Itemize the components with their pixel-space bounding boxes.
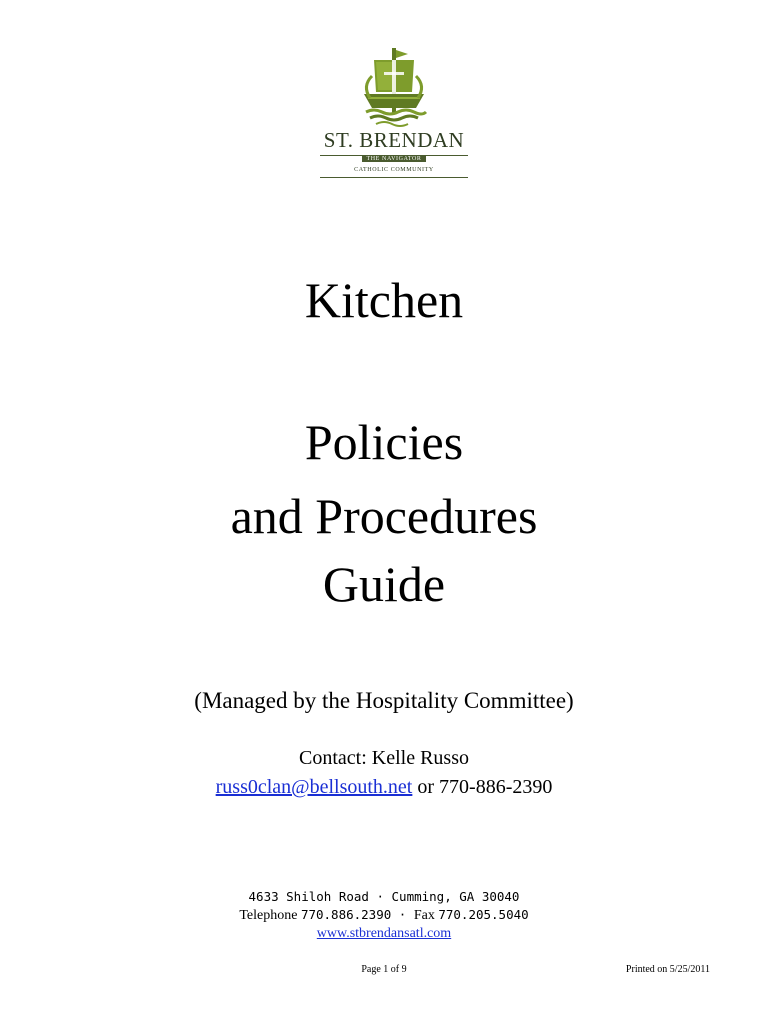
contact-name: Contact: Kelle Russo [299, 747, 469, 769]
contact-connector: or [412, 776, 440, 798]
telephone-fax-line [0, 906, 768, 925]
telephone-value: 770.886.2390 · [300, 907, 414, 922]
street-address: 4633 Shiloh Road · Cumming, GA 30040 [248, 889, 520, 904]
printed-date: Printed on 5/25/2011 [625, 964, 710, 975]
title-line-kitchen: Kitchen [304, 272, 464, 328]
contact-line [0, 773, 768, 801]
logo-tagline: THE NAVIGATOR [314, 156, 474, 162]
managed-by-subtitle: (Managed by the Hospitality Committee) [194, 688, 574, 713]
title-line-procedures: and Procedures [230, 488, 538, 544]
logo-name: ST. BRENDAN [323, 128, 465, 152]
title-line-guide: Guide [322, 556, 446, 612]
website-link[interactable]: www.stbrendansatl.com [316, 926, 452, 941]
logo-underline [314, 176, 474, 180]
website-line [0, 925, 768, 943]
title-line-policies: Policies [304, 414, 464, 470]
st-brendan-logo [314, 46, 474, 182]
fax-label: Fax [413, 908, 439, 923]
telephone-label: Telephone [239, 908, 301, 923]
contact-phone: 770-886-2390 [439, 776, 553, 798]
logo-subtag: CATHOLIC COMMUNITY [354, 167, 434, 173]
fax-value: 770.205.5040 [438, 907, 529, 922]
page-number: Page 1 of 9 [361, 964, 407, 975]
email-link[interactable]: russ0clan@bellsouth.net [215, 776, 413, 798]
ship-with-cross-icon [314, 46, 474, 128]
